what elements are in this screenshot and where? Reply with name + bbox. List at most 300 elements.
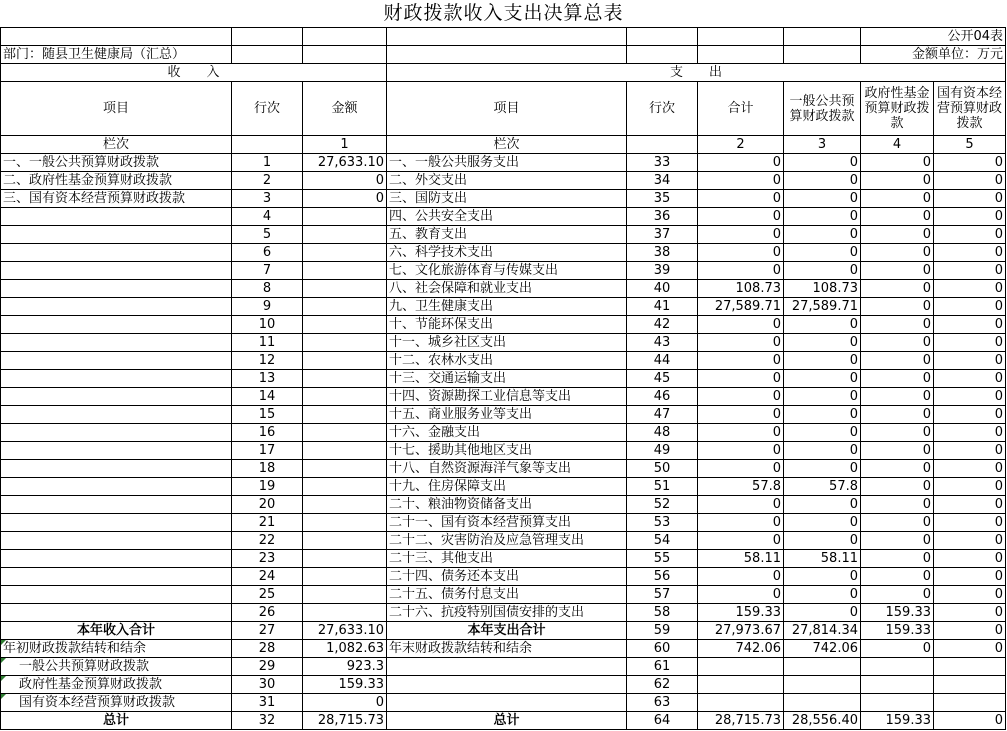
- carryover-sub-row: [1, 694, 1006, 712]
- income-amount: 0: [303, 190, 387, 208]
- expense-line-no: 38: [627, 244, 698, 262]
- table-row: [1, 532, 1006, 550]
- expense-total: 0: [698, 388, 784, 406]
- table-row: [1, 424, 1006, 442]
- expense-capital: 0: [934, 532, 1006, 550]
- table-row: [1, 550, 1006, 568]
- line-no: 30: [232, 676, 303, 694]
- income-amount: [303, 442, 387, 460]
- expense-item: 十四、资源勘探工业信息等支出: [387, 388, 627, 406]
- expense-line-no: 41: [627, 298, 698, 316]
- sub-general-label: 一般公共预算财政拨款: [1, 658, 232, 676]
- income-item: [1, 532, 232, 550]
- income-item: [1, 370, 232, 388]
- expense-capital: 0: [934, 604, 1006, 622]
- income-item: [1, 298, 232, 316]
- expense-line-no: 50: [627, 460, 698, 478]
- line-no: 31: [232, 694, 303, 712]
- income-amount: [303, 586, 387, 604]
- income-item: [1, 352, 232, 370]
- expense-total: 0: [698, 172, 784, 190]
- expense-fund: 0: [861, 262, 934, 280]
- income-line-no: 15: [232, 406, 303, 424]
- line-no: 64: [627, 712, 698, 730]
- expense-line-no: 53: [627, 514, 698, 532]
- income-amount: [303, 334, 387, 352]
- expense-line-no: 43: [627, 334, 698, 352]
- annual-total-row: [1, 622, 1006, 640]
- expense-item: 十七、援助其他地区支出: [387, 442, 627, 460]
- unit: 金额单位：万元: [861, 46, 1006, 64]
- expense-line-no: 44: [627, 352, 698, 370]
- table-row: [1, 460, 1006, 478]
- expense-capital: 0: [934, 208, 1006, 226]
- table-row: [1, 370, 1006, 388]
- table-row: [1, 298, 1006, 316]
- line-no: 29: [232, 658, 303, 676]
- income-item: [1, 550, 232, 568]
- expense-line-no: 55: [627, 550, 698, 568]
- expense-capital: 0: [934, 496, 1006, 514]
- expense-general: 0: [784, 370, 861, 388]
- income-line-no: 13: [232, 370, 303, 388]
- col-4: 4: [861, 136, 934, 154]
- income-header: 收 入: [1, 64, 387, 82]
- gov-fund-header: 政府性基金预算财政拨款: [861, 82, 934, 136]
- table-row: [1, 388, 1006, 406]
- expense-general: 58.11: [784, 550, 861, 568]
- sub-capital-label: 国有资本经营预算财政拨款: [1, 694, 232, 712]
- expense-total: 0: [698, 586, 784, 604]
- table-row: [1, 514, 1006, 532]
- line-no: 63: [627, 694, 698, 712]
- expense-item: 十、节能环保支出: [387, 316, 627, 334]
- income-amount: [303, 298, 387, 316]
- table-row: [1, 586, 1006, 604]
- income-item: [1, 334, 232, 352]
- expense-item: 十二、农林水支出: [387, 352, 627, 370]
- income-line-no: 16: [232, 424, 303, 442]
- income-line-no: 12: [232, 352, 303, 370]
- expense-general: 57.8: [784, 478, 861, 496]
- expense-total-header: 合计: [698, 82, 784, 136]
- income-amount: [303, 496, 387, 514]
- expense-line-no: 58: [627, 604, 698, 622]
- table-row: [1, 406, 1006, 424]
- income-amount: [303, 532, 387, 550]
- income-line-no: 8: [232, 280, 303, 298]
- expense-total: 0: [698, 532, 784, 550]
- expense-total: 108.73: [698, 280, 784, 298]
- expense-capital: 0: [934, 154, 1006, 172]
- expense-item: 十九、住房保障支出: [387, 478, 627, 496]
- expense-item: 二十四、债务还本支出: [387, 568, 627, 586]
- expense-fund: 0: [861, 388, 934, 406]
- expense-item: 五、教育支出: [387, 226, 627, 244]
- income-item: [1, 478, 232, 496]
- expense-fund: 0: [861, 280, 934, 298]
- table-row: [1, 190, 1006, 208]
- end-balance-total: 742.06: [698, 640, 784, 658]
- expense-total: 0: [698, 244, 784, 262]
- expense-fund: 0: [861, 244, 934, 262]
- col-1: 1: [303, 136, 387, 154]
- expense-capital: 0: [934, 370, 1006, 388]
- carryover-sub-row: [1, 658, 1006, 676]
- expense-capital: 0: [934, 442, 1006, 460]
- section-header-row: [1, 64, 1006, 82]
- table-row: [1, 352, 1006, 370]
- expense-capital: 0: [934, 226, 1006, 244]
- sub-general-amount: 923.3: [303, 658, 387, 676]
- income-line-no: 3: [232, 190, 303, 208]
- carryover-sub-row: [1, 676, 1006, 694]
- income-item: [1, 316, 232, 334]
- expense-line-no: 36: [627, 208, 698, 226]
- expense-fund: 0: [861, 406, 934, 424]
- expense-general: 0: [784, 604, 861, 622]
- expense-fund-amount: 159.33: [861, 622, 934, 640]
- expense-general: 0: [784, 568, 861, 586]
- begin-balance-amount: 1,082.63: [303, 640, 387, 658]
- column-header-row: [1, 82, 1006, 136]
- income-line-no: 17: [232, 442, 303, 460]
- expense-total: 0: [698, 496, 784, 514]
- income-item: [1, 244, 232, 262]
- expense-general: 0: [784, 172, 861, 190]
- income-amount: [303, 352, 387, 370]
- expense-total: 159.33: [698, 604, 784, 622]
- income-item: [1, 496, 232, 514]
- expense-total: 0: [698, 226, 784, 244]
- expense-total: 0: [698, 568, 784, 586]
- expense-item-header: 项目: [387, 82, 627, 136]
- expense-total: 0: [698, 352, 784, 370]
- income-line-no: 9: [232, 298, 303, 316]
- income-amount: [303, 262, 387, 280]
- income-total-label: 本年收入合计: [1, 622, 232, 640]
- expense-item: 二十、粮油物资储备支出: [387, 496, 627, 514]
- form-code: 公开04表: [861, 28, 1006, 46]
- income-item: 二、政府性基金预算财政拨款: [1, 172, 232, 190]
- expense-item: 三、国防支出: [387, 190, 627, 208]
- income-line-no: 19: [232, 478, 303, 496]
- expense-total: 58.11: [698, 550, 784, 568]
- expense-line-no: 49: [627, 442, 698, 460]
- income-line-no: 7: [232, 262, 303, 280]
- end-balance-capital: 0: [934, 640, 1006, 658]
- income-line-no: 18: [232, 460, 303, 478]
- expense-capital-amount: 0: [934, 622, 1006, 640]
- sub-capital-amount: 0: [303, 694, 387, 712]
- expense-capital: 0: [934, 352, 1006, 370]
- expense-item: 十六、金融支出: [387, 424, 627, 442]
- expense-line-no: 42: [627, 316, 698, 334]
- table-row: [1, 208, 1006, 226]
- income-amount: 0: [303, 172, 387, 190]
- income-amount: 27,633.10: [303, 154, 387, 172]
- expense-fund: 0: [861, 424, 934, 442]
- income-line-no: 4: [232, 208, 303, 226]
- income-item: [1, 460, 232, 478]
- expense-line-no: 56: [627, 568, 698, 586]
- expense-capital: 0: [934, 514, 1006, 532]
- grand-capital-amount: 0: [934, 712, 1006, 730]
- expense-fund: 0: [861, 478, 934, 496]
- income-amount: [303, 550, 387, 568]
- expense-fund: 0: [861, 532, 934, 550]
- income-amount-header: 金额: [303, 82, 387, 136]
- expense-capital: 0: [934, 316, 1006, 334]
- income-amount: [303, 388, 387, 406]
- income-line-no: 22: [232, 532, 303, 550]
- sub-fund-amount: 159.33: [303, 676, 387, 694]
- expense-item: 九、卫生健康支出: [387, 298, 627, 316]
- expense-line-no: 34: [627, 172, 698, 190]
- income-line-header: 行次: [232, 82, 303, 136]
- general-budget-header: 一般公共预算财政拨款: [784, 82, 861, 136]
- expense-item: 二十五、债务付息支出: [387, 586, 627, 604]
- expense-total: 0: [698, 514, 784, 532]
- expense-line-no: 33: [627, 154, 698, 172]
- expense-capital: 0: [934, 280, 1006, 298]
- income-amount: [303, 244, 387, 262]
- expense-item: 八、社会保障和就业支出: [387, 280, 627, 298]
- grand-total-amount: 28,715.73: [698, 712, 784, 730]
- line-no: 59: [627, 622, 698, 640]
- income-line-no: 14: [232, 388, 303, 406]
- income-amount: [303, 424, 387, 442]
- expense-fund: 0: [861, 514, 934, 532]
- expense-general: 0: [784, 442, 861, 460]
- expense-capital: 0: [934, 172, 1006, 190]
- income-line-no: 24: [232, 568, 303, 586]
- expense-capital: 0: [934, 244, 1006, 262]
- expense-total: 0: [698, 208, 784, 226]
- income-item: [1, 388, 232, 406]
- income-amount: [303, 406, 387, 424]
- col-5: 5: [934, 136, 1006, 154]
- expense-line-no: 40: [627, 280, 698, 298]
- expense-capital: 0: [934, 460, 1006, 478]
- table-row: [1, 496, 1006, 514]
- expense-capital: 0: [934, 262, 1006, 280]
- income-line-no: 5: [232, 226, 303, 244]
- expense-line-no: 37: [627, 226, 698, 244]
- expense-fund: 0: [861, 298, 934, 316]
- expense-general-amount: 27,814.34: [784, 622, 861, 640]
- expense-general: 0: [784, 532, 861, 550]
- expense-fund: 0: [861, 316, 934, 334]
- department-row: [1, 46, 1006, 64]
- expense-general: 0: [784, 190, 861, 208]
- line-no: 60: [627, 640, 698, 658]
- expense-general: 0: [784, 208, 861, 226]
- expense-total: 0: [698, 316, 784, 334]
- expense-total: 0: [698, 424, 784, 442]
- table-row: [1, 568, 1006, 586]
- expense-grand-total-label: 总计: [387, 712, 627, 730]
- expense-total: 0: [698, 190, 784, 208]
- state-capital-header: 国有资本经营预算财政拨款: [934, 82, 1006, 136]
- income-amount: [303, 478, 387, 496]
- expense-line-no: 35: [627, 190, 698, 208]
- expense-general: 0: [784, 424, 861, 442]
- begin-balance-label: 年初财政拨款结转和结余: [1, 640, 232, 658]
- expense-capital: 0: [934, 388, 1006, 406]
- expense-total: 0: [698, 262, 784, 280]
- expense-general: 0: [784, 352, 861, 370]
- expense-capital: 0: [934, 190, 1006, 208]
- table-row: [1, 172, 1006, 190]
- table-row: [1, 262, 1006, 280]
- income-amount: [303, 568, 387, 586]
- expense-general: 108.73: [784, 280, 861, 298]
- table-row: [1, 478, 1006, 496]
- expense-fund: 0: [861, 172, 934, 190]
- table-row: [1, 280, 1006, 298]
- income-item: [1, 226, 232, 244]
- expense-line-no: 46: [627, 388, 698, 406]
- expense-general: 0: [784, 388, 861, 406]
- income-item: [1, 280, 232, 298]
- expense-general: 27,589.71: [784, 298, 861, 316]
- income-grand-total-amount: 28,715.73: [303, 712, 387, 730]
- income-line-no: 26: [232, 604, 303, 622]
- expense-capital: 0: [934, 406, 1006, 424]
- expense-total: 0: [698, 406, 784, 424]
- expense-fund: 0: [861, 334, 934, 352]
- expense-fund: 0: [861, 226, 934, 244]
- expense-general: 0: [784, 460, 861, 478]
- expense-line-no: 52: [627, 496, 698, 514]
- expense-total-amount: 27,973.67: [698, 622, 784, 640]
- report-title: 财政拨款收入支出决算总表: [383, 2, 624, 24]
- income-line-no: 1: [232, 154, 303, 172]
- expense-fund: 0: [861, 442, 934, 460]
- table-row: [1, 334, 1006, 352]
- expense-capital: 0: [934, 478, 1006, 496]
- income-amount: [303, 280, 387, 298]
- income-line-no: 11: [232, 334, 303, 352]
- expense-line-header: 行次: [627, 82, 698, 136]
- expense-fund: 0: [861, 154, 934, 172]
- income-item: [1, 568, 232, 586]
- end-balance-fund: 0: [861, 640, 934, 658]
- expense-fund: 0: [861, 208, 934, 226]
- expense-total: 57.8: [698, 478, 784, 496]
- grand-general-amount: 28,556.40: [784, 712, 861, 730]
- expense-item: 二十三、其他支出: [387, 550, 627, 568]
- expense-line-no: 48: [627, 424, 698, 442]
- income-amount: [303, 316, 387, 334]
- income-line-no: 23: [232, 550, 303, 568]
- expense-general: 0: [784, 262, 861, 280]
- income-amount: [303, 208, 387, 226]
- expense-line-no: 51: [627, 478, 698, 496]
- end-balance-general: 742.06: [784, 640, 861, 658]
- expense-general: 0: [784, 586, 861, 604]
- income-line-no: 6: [232, 244, 303, 262]
- end-balance-label: 年末财政拨款结转和结余: [387, 640, 627, 658]
- income-amount: [303, 604, 387, 622]
- expense-fund: 0: [861, 352, 934, 370]
- expense-general: 0: [784, 244, 861, 262]
- expense-total: 0: [698, 460, 784, 478]
- expense-item: 四、公共安全支出: [387, 208, 627, 226]
- income-amount: [303, 370, 387, 388]
- income-grand-total-label: 总计: [1, 712, 232, 730]
- department: 部门：随县卫生健康局（汇总）: [1, 46, 232, 64]
- expense-total: 0: [698, 334, 784, 352]
- expense-general: 0: [784, 316, 861, 334]
- sub-fund-label: 政府性基金预算财政拨款: [1, 676, 232, 694]
- income-item: [1, 442, 232, 460]
- expense-line-no: 39: [627, 262, 698, 280]
- income-total-amount: 27,633.10: [303, 622, 387, 640]
- income-line-no: 25: [232, 586, 303, 604]
- expense-item: 十一、城乡社区支出: [387, 334, 627, 352]
- expense-line-no: 45: [627, 370, 698, 388]
- expense-fund: 0: [861, 496, 934, 514]
- income-item: [1, 208, 232, 226]
- income-line-no: 2: [232, 172, 303, 190]
- income-item-header: 项目: [1, 82, 232, 136]
- expense-fund: 159.33: [861, 604, 934, 622]
- table-row: [1, 154, 1006, 172]
- income-item: [1, 262, 232, 280]
- income-item: [1, 424, 232, 442]
- expense-item: 十五、商业服务业等支出: [387, 406, 627, 424]
- income-item: [1, 604, 232, 622]
- line-no: 61: [627, 658, 698, 676]
- expense-line-no: 57: [627, 586, 698, 604]
- expense-item: 二十一、国有资本经营预算支出: [387, 514, 627, 532]
- expense-item: 二十六、抗疫特别国债安排的支出: [387, 604, 627, 622]
- expense-fund: 0: [861, 568, 934, 586]
- line-no: 28: [232, 640, 303, 658]
- expense-item: 十八、自然资源海洋气象等支出: [387, 460, 627, 478]
- income-amount: [303, 226, 387, 244]
- expense-item: 十三、交通运输支出: [387, 370, 627, 388]
- expense-general: 0: [784, 514, 861, 532]
- expense-capital: 0: [934, 298, 1006, 316]
- income-item: [1, 586, 232, 604]
- expense-fund: 0: [861, 190, 934, 208]
- line-no: 62: [627, 676, 698, 694]
- income-item: [1, 514, 232, 532]
- expense-line-no: 47: [627, 406, 698, 424]
- line-no: 27: [232, 622, 303, 640]
- expense-total: 0: [698, 442, 784, 460]
- expense-fund: 0: [861, 550, 934, 568]
- grand-total-row: [1, 712, 1006, 730]
- carryover-row: [1, 640, 1006, 658]
- column-label-row: [1, 136, 1006, 154]
- table-row: [1, 244, 1006, 262]
- expense-item: 一、一般公共服务支出: [387, 154, 627, 172]
- budget-table: [0, 27, 1006, 730]
- expense-fund: 0: [861, 586, 934, 604]
- col-3: 3: [784, 136, 861, 154]
- grand-fund-amount: 159.33: [861, 712, 934, 730]
- col-2: 2: [698, 136, 784, 154]
- expense-item: 六、科学技术支出: [387, 244, 627, 262]
- expense-fund: 0: [861, 370, 934, 388]
- expense-header: 支 出: [387, 64, 1006, 82]
- expense-item: 二、外交支出: [387, 172, 627, 190]
- expense-column-label: 栏次: [387, 136, 627, 154]
